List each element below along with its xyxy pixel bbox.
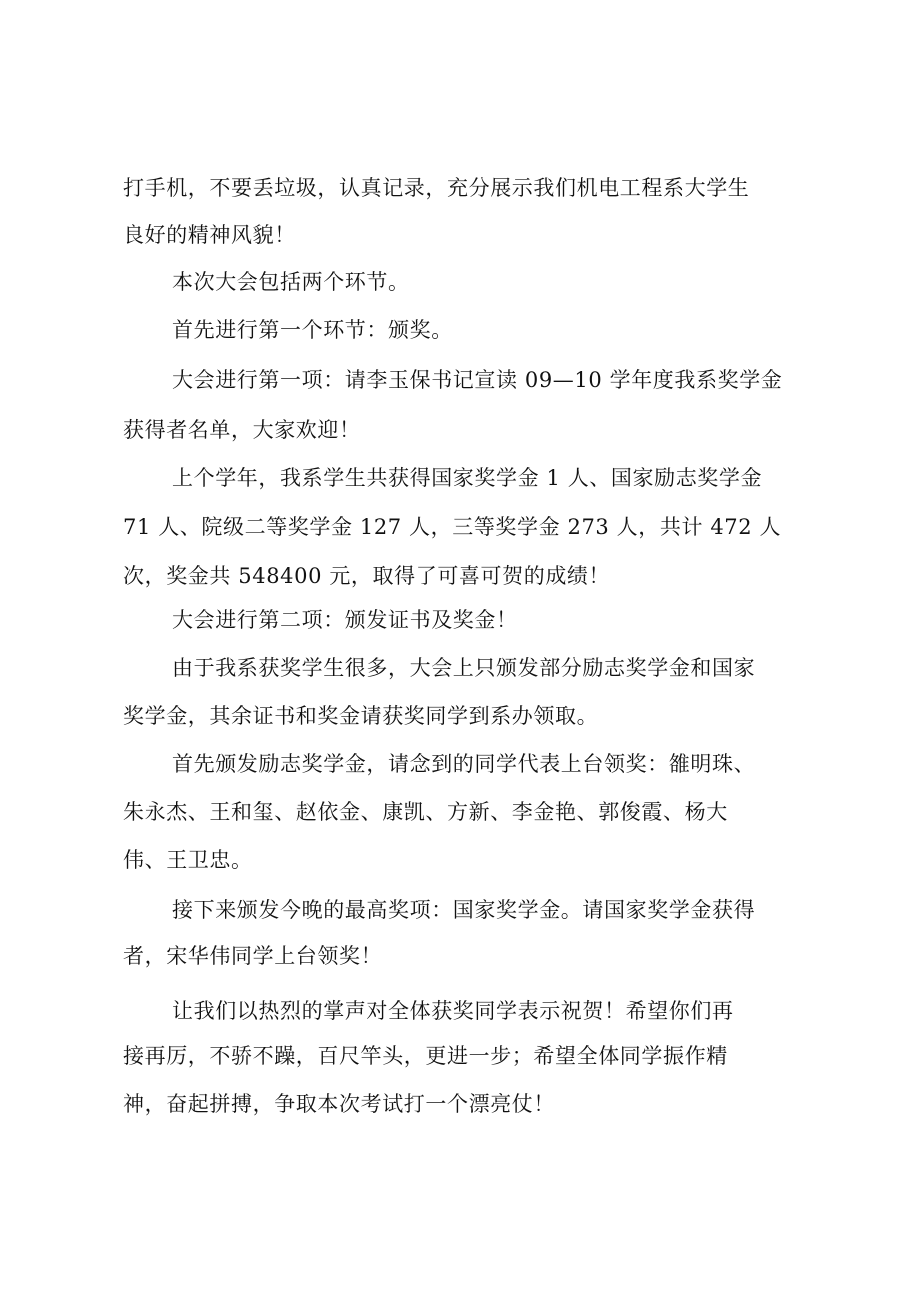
text-line: 让我们以热烈的掌声对全体获奖同学表示祝贺！希望你们再 [172, 999, 734, 1023]
text-line: 首先进行第一个环节：颁奖。 [172, 318, 453, 342]
text-line: 上个学年，我系学生共获得国家奖学金 1 人、国家励志奖学金 [172, 466, 763, 490]
text-line: 奖学金，其余证书和奖金请获奖同学到系办领取。 [123, 704, 599, 728]
text-line: 神，奋起拼搏，争取本次考试打一个漂亮仗！ [123, 1092, 555, 1116]
text-line: 良好的精神风貌！ [123, 223, 296, 247]
text-line: 接下来颁发今晚的最高奖项：国家奖学金。请国家奖学金获得 [172, 898, 756, 922]
text-line: 71 人、院级二等奖学金 127 人，三等奖学金 273 人，共计 472 人 [123, 515, 782, 539]
text-line: 大会进行第一项：请李玉保书记宣读 09—10 学年度我系奖学金 [172, 368, 783, 392]
text-line: 伟、王卫忠。 [123, 848, 253, 872]
text-line: 本次大会包括两个环节。 [172, 270, 410, 294]
text-line: 首先颁发励志奖学金，请念到的同学代表上台领奖：雒明珠、 [172, 752, 756, 776]
text-line: 次，奖金共 548400 元，取得了可喜可贺的成绩！ [123, 564, 611, 588]
text-line: 获得者名单，大家欢迎！ [123, 418, 361, 442]
text-line: 大会进行第二项：颁发证书及奖金！ [172, 608, 518, 632]
text-line: 接再厉，不骄不躁，百尺竿头，更进一步；希望全体同学振作精 [123, 1044, 728, 1068]
text-line: 朱永杰、王和玺、赵依金、康凯、方新、李金艳、郭俊霞、杨大 [123, 800, 728, 824]
text-line: 者，宋华伟同学上台领奖！ [123, 944, 383, 968]
text-line: 打手机，不要丢垃圾，认真记录，充分展示我们机电工程系大学生 [123, 176, 750, 200]
text-line: 由于我系获奖学生很多，大会上只颁发部分励志奖学金和国家 [172, 656, 756, 680]
